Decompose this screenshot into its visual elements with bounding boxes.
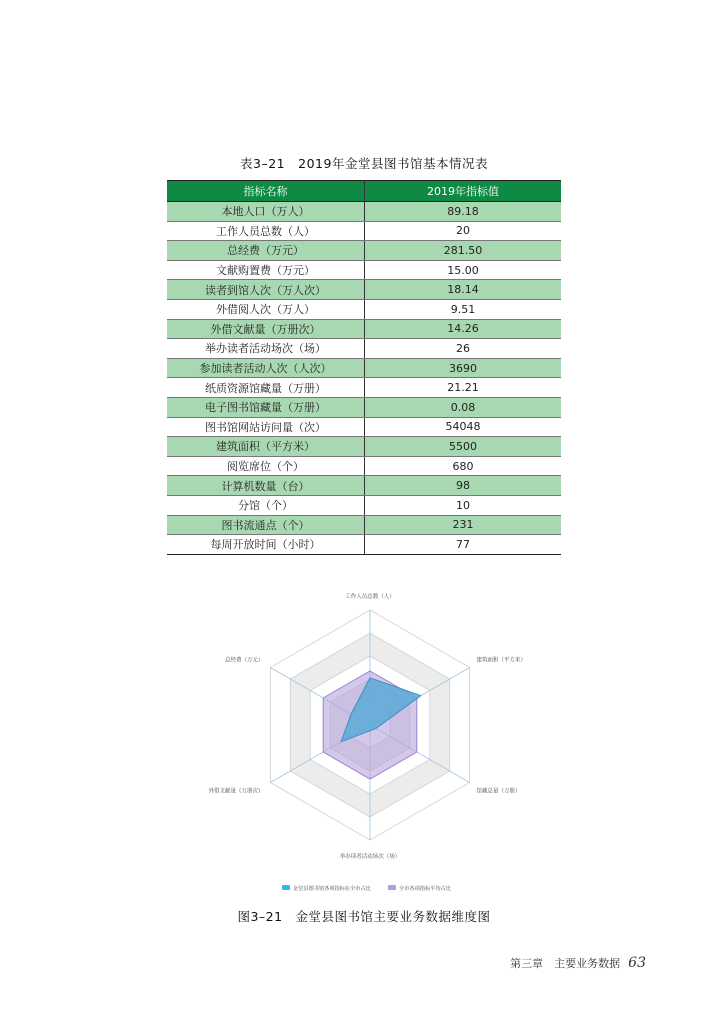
table-row xyxy=(167,299,561,319)
indicator-value-cell: 3690 xyxy=(365,358,562,378)
indicator-name-cell: 电子图书馆藏量（万册） xyxy=(167,397,365,417)
chapter-title: 第三章 主要业务数据 xyxy=(510,957,621,970)
table-row xyxy=(167,535,561,555)
table-row xyxy=(167,378,561,398)
indicator-value-cell: 98 xyxy=(365,476,562,496)
indicator-name-cell: 参加读者活动人次（人次） xyxy=(167,358,365,378)
table-row xyxy=(167,202,561,222)
table-header-row xyxy=(167,181,561,202)
table-row xyxy=(167,319,561,339)
radar-axis-label: 外借文献量（万册次） xyxy=(208,788,264,795)
indicator-name-cell: 阅览席位（个） xyxy=(167,456,365,476)
radar-axis-label: 馆藏总量（万册） xyxy=(476,788,521,795)
table-row xyxy=(167,358,561,378)
indicator-name-cell: 每周开放时间（小时） xyxy=(167,535,365,555)
table-caption: 表3–21 2019年金堂县图书馆基本情况表 xyxy=(240,156,488,171)
figure-caption: 图3–21 金堂县图书馆主要业务数据维度图 xyxy=(237,909,491,924)
table-row xyxy=(167,397,561,417)
indicator-value-cell: 21.21 xyxy=(365,378,562,398)
radar-axis-label: 举办读者活动场次（场） xyxy=(339,854,401,860)
indicator-name-cell: 读者到馆人次（万人次） xyxy=(167,280,365,300)
radar-chart xyxy=(170,586,570,896)
indicator-value-cell: 14.26 xyxy=(365,319,562,339)
header-indicator-name: 指标名称 xyxy=(167,181,365,202)
library-stats-table xyxy=(167,180,561,555)
legend-swatch xyxy=(282,885,290,890)
table-row xyxy=(167,437,561,457)
indicator-value-cell: 231 xyxy=(365,515,562,535)
indicator-name-cell: 外借阅人次（万人） xyxy=(167,299,365,319)
indicator-name-cell: 分馆（个） xyxy=(167,495,365,515)
indicator-value-cell: 54048 xyxy=(365,417,562,437)
page-footer xyxy=(510,955,646,971)
legend-label: 金堂县图书馆各项指标在全市占比 xyxy=(293,886,371,892)
indicator-name-cell: 纸质资源馆藏量（万册） xyxy=(167,378,365,398)
indicator-value-cell: 89.18 xyxy=(365,202,562,222)
legend-swatch xyxy=(388,885,396,890)
indicator-value-cell: 18.14 xyxy=(365,280,562,300)
indicator-value-cell: 10 xyxy=(365,495,562,515)
indicator-value-cell: 5500 xyxy=(365,437,562,457)
indicator-name-cell: 本地人口（万人） xyxy=(167,202,365,222)
table-row xyxy=(167,260,561,280)
indicator-name-cell: 图书馆网站访问量（次） xyxy=(167,417,365,437)
table-row xyxy=(167,339,561,359)
indicator-name-cell: 建筑面积（平方米） xyxy=(167,437,365,457)
indicator-value-cell: 77 xyxy=(365,535,562,555)
indicator-value-cell: 0.08 xyxy=(365,397,562,417)
indicator-name-cell: 举办读者活动场次（场） xyxy=(167,339,365,359)
page-number: 63 xyxy=(628,955,646,971)
indicator-value-cell: 20 xyxy=(365,221,562,241)
indicator-name-cell: 图书流通点（个） xyxy=(167,515,365,535)
indicator-name-cell: 计算机数量（台） xyxy=(167,476,365,496)
radar-axis-label: 工作人员总数（人） xyxy=(345,594,395,600)
radar-axis-label: 建筑面积（平方米） xyxy=(476,657,527,664)
indicator-name-cell: 文献购置费（万元） xyxy=(167,260,365,280)
table-row xyxy=(167,515,561,535)
table-row xyxy=(167,495,561,515)
table-row xyxy=(167,241,561,261)
table-row xyxy=(167,417,561,437)
indicator-name-cell: 工作人员总数（人） xyxy=(167,221,365,241)
radar-axis-label: 总经费（万元） xyxy=(224,657,264,664)
indicator-name-cell: 总经费（万元） xyxy=(167,241,365,261)
indicator-value-cell: 9.51 xyxy=(365,299,562,319)
indicator-value-cell: 26 xyxy=(365,339,562,359)
legend-label: 全市各项指标平均占比 xyxy=(399,886,451,892)
table-row xyxy=(167,280,561,300)
header-indicator-value: 2019年指标值 xyxy=(365,181,562,202)
indicator-value-cell: 680 xyxy=(365,456,562,476)
table-row xyxy=(167,476,561,496)
indicator-value-cell: 281.50 xyxy=(365,241,562,261)
table-row xyxy=(167,456,561,476)
indicator-value-cell: 15.00 xyxy=(365,260,562,280)
indicator-name-cell: 外借文献量（万册次） xyxy=(167,319,365,339)
table-row xyxy=(167,221,561,241)
